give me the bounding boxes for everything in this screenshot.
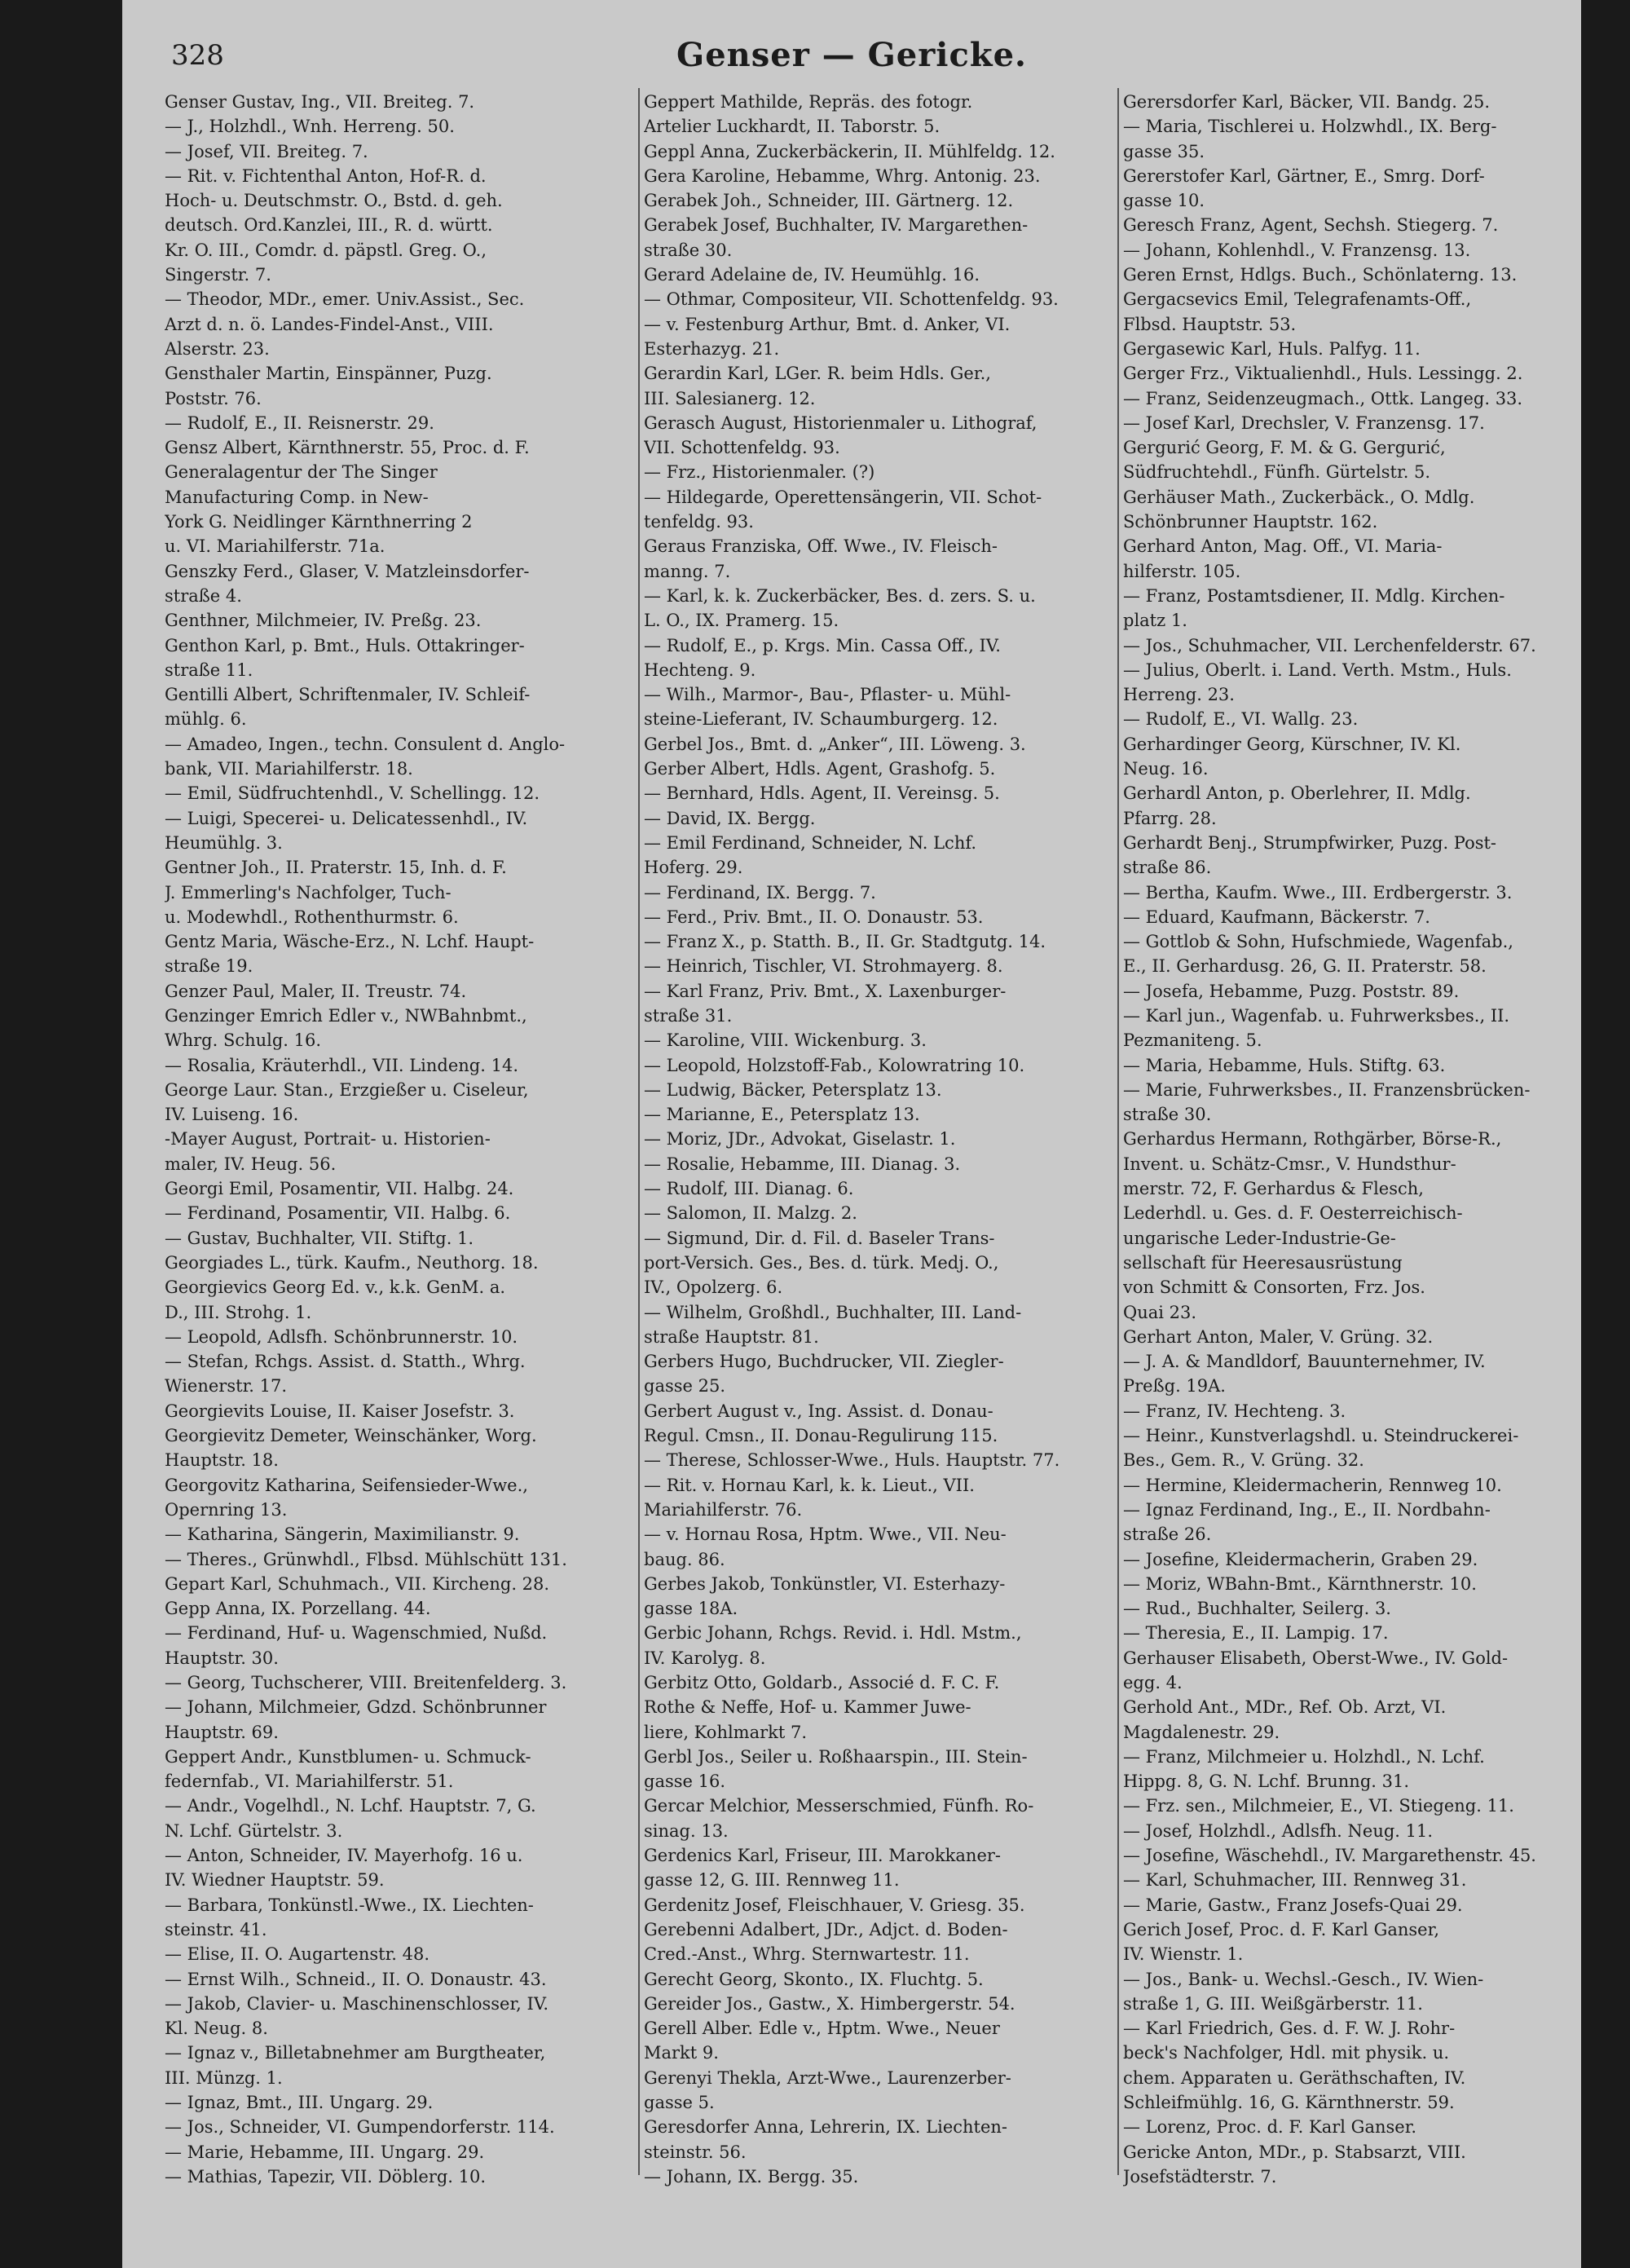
directory-line: — Ferdinand, IX. Bergg. 7. [644,882,876,902]
directory-line: Gerhardus Hermann, Rothgärber, Börse-R., [1123,1129,1502,1149]
directory-line: — Karoline, VIII. Wickenburg. 3. [644,1030,927,1051]
directory-line: — Julius, Oberlt. i. Land. Verth. Mstm., Huls. [1123,660,1512,680]
directory-line: — Andr., Vogelhdl., N. Lchf. Hauptstr. 7, G. [165,1796,536,1816]
directory-line: — Bernhard, Hdls. Agent, II. Vereinsg. 5. [644,783,1000,804]
directory-line: IV., Opolzerg. 6. [644,1277,783,1298]
directory-line: — Maria, Tischlerei u. Holzwhdl., IX. Berg- [1123,117,1497,137]
directory-line: Geraus Franziska, Off. Wwe., IV. Fleisch- [644,536,998,557]
directory-line: — Jakob, Clavier- u. Maschinenschlosser, IV. [165,1993,549,2014]
directory-line: baug. 86. [644,1549,725,1569]
directory-line: — J. A. & Mandldorf, Bauunternehmer, IV. [1123,1352,1486,1372]
directory-line: Quai 23. [1123,1302,1197,1322]
directory-line: Hechteng. 9. [644,660,756,680]
directory-line: Gepp Anna, IX. Porzellang. 44. [165,1599,431,1619]
directory-line: liere, Kohlmarkt 7. [644,1722,808,1742]
directory-line: maler, IV. Heug. 56. [165,1154,337,1174]
directory-line: — Salomon, II. Malzg. 2. [644,1203,857,1224]
directory-line: — Emil Ferdinand, Schneider, N. Lchf. [644,832,977,853]
directory-line: — Karl, k. k. Zuckerbäcker, Bes. d. zers. S. u. [644,585,1036,606]
directory-line: Gericke Anton, MDr., p. Stabsarzt, VIII. [1123,2142,1466,2162]
directory-line: chem. Apparaten u. Geräthschaften, IV. [1123,2067,1466,2088]
directory-line: Genser Gustav, Ing., VII. Breiteg. 7. [165,92,475,112]
directory-line: — Amadeo, Ingen., techn. Consulent d. Anglo- [165,734,566,754]
directory-line: u. Modewhdl., Rothenthurmstr. 6. [165,907,459,927]
directory-line: Gererstofer Karl, Gärtner, E., Smrg. Dorf- [1123,165,1485,186]
directory-line: Gentner Joh., II. Praterstr. 15, Inh. d. F. [165,858,507,878]
directory-line: gasse 10. [1123,191,1205,211]
directory-line: Hauptstr. 30. [165,1648,279,1668]
directory-line: Hauptstr. 69. [165,1722,279,1742]
directory-line: — Hermine, Kleidermacherin, Rennweg 10. [1123,1475,1502,1495]
directory-line: Wienerstr. 17. [165,1376,288,1397]
directory-line: — Ferd., Priv. Bmt., II. O. Donaustr. 53. [644,907,984,927]
directory-line: Esterhazyg. 21. [644,338,780,359]
directory-line: — Rit. v. Fichtenthal Anton, Hof-R. d. [165,165,487,186]
directory-line: Preßg. 19A. [1123,1376,1226,1397]
directory-line: — David, IX. Bergg. [644,808,816,828]
directory-line: sellschaft für Heeresausrüstung [1123,1252,1403,1273]
directory-line: platz 1. [1123,611,1187,631]
directory-line: Gerardin Karl, LGer. R. beim Hdls. Ger., [644,364,991,384]
directory-line: Kr. O. III., Comdr. d. päpstl. Greg. O., [165,240,487,260]
directory-line: Gerbers Hugo, Buchdrucker, VII. Ziegler- [644,1352,1004,1372]
directory-line: straße 86. [1123,858,1212,878]
directory-line: — Theresia, E., II. Lampig. 17. [1123,1623,1389,1644]
directory-line: Artelier Luckhardt, II. Taborstr. 5. [644,117,941,137]
directory-line: straße 30. [644,240,733,260]
directory-line: Heumühlg. 3. [165,832,283,853]
directory-line: straße 19. [165,956,253,977]
directory-line: Gerhauser Elisabeth, Oberst-Wwe., IV. Gold- [1123,1648,1509,1668]
directory-line: Gerich Josef, Proc. d. F. Karl Ganser, [1123,1919,1439,1939]
directory-line: Flbsd. Hauptstr. 53. [1123,314,1297,334]
directory-line: — Rudolf, E., p. Krgs. Min. Cassa Off., IV. [644,635,1001,655]
directory-line: sinag. 13. [644,1820,729,1841]
directory-line: — Franz, Milchmeier u. Holzhdl., N. Lchf. [1123,1746,1485,1767]
directory-line: — Gottlob & Sohn, Hufschmiede, Wagenfab., [1123,932,1513,952]
directory-line: — Ferdinand, Huf- u. Wagenschmied, Nußd. [165,1623,548,1644]
directory-line: Gerbert August v., Ing. Assist. d. Donau- [644,1401,993,1421]
directory-line: — Jos., Schneider, VI. Gumpendorferstr. 114. [165,2117,555,2138]
column-right [1123,90,1547,2252]
directory-line: — Josefa, Hebamme, Puzg. Poststr. 89. [1123,981,1460,1001]
directory-line: Geren Ernst, Hdlgs. Buch., Schönlaterng. 13. [1123,265,1518,285]
directory-line: — Josefine, Wäschehdl., IV. Margarethenstr. 45. [1123,1846,1536,1866]
directory-line: — Ignaz Ferdinand, Ing., E., II. Nordbahn- [1123,1499,1491,1520]
directory-line: Pfarrg. 28. [1123,808,1217,828]
directory-line: Gergacsevics Emil, Telegrafenamts-Off., [1123,289,1472,310]
directory-line: — Rosalia, Kräuterhdl., VII. Lindeng. 14. [165,1055,518,1075]
directory-line: Gerbitz Otto, Goldarb., Associé d. F. C. F. [644,1673,1000,1692]
directory-line: gasse 5. [644,2093,715,2113]
directory-line: Geppert Mathilde, Repräs. des fotogr. [644,92,973,112]
directory-line: — v. Festenburg Arthur, Bmt. d. Anker, VI. [644,314,1011,334]
directory-line: — Jos., Bank- u. Wechsl.-Gesch., IV. Wien- [1123,1969,1484,1989]
directory-line: Hoch- u. Deutschmstr. O., Bstd. d. geh. [165,191,503,211]
directory-line: — Leopold, Holzstoff-Fab., Kolowratring 10. [644,1055,1025,1075]
directory-line: D., III. Strohg. 1. [165,1302,312,1322]
directory-line: — Mathias, Tapezir, VII. Döblerg. 10. [165,2166,487,2186]
directory-line: — Rosalie, Hebamme, III. Dianag. 3. [644,1154,961,1174]
directory-line: — Theres., Grünwhdl., Flbsd. Mühlschütt 131. [165,1549,567,1569]
directory-line: Hoferg. 29. [644,858,743,878]
directory-line: Gergasewic Karl, Huls. Palfyg. 11. [1123,338,1421,359]
running-head: Genser — Gericke. [676,36,1027,74]
directory-line: Georgovitz Katharina, Seifensieder-Wwe., [165,1475,528,1495]
directory-line: — Franz X., p. Statth. B., II. Gr. Stadtgutg. 14. [644,932,1046,952]
directory-line: Gentz Maria, Wäsche-Erz., N. Lchf. Haupt- [165,932,535,952]
directory-line: -Mayer August, Portrait- u. Historien- [165,1129,491,1149]
directory-line: Geppert Andr., Kunstblumen- u. Schmuck- [165,1746,531,1767]
directory-line: Georgievits Louise, II. Kaiser Josefstr. 3. [165,1401,515,1421]
directory-line: Kl. Neug. 8. [165,2019,268,2039]
directory-line: — Leopold, Adlsfh. Schönbrunnerstr. 10. [165,1326,518,1347]
directory-line: gasse 18A. [644,1599,738,1619]
directory-line: Gerbl Jos., Seiler u. Roßhaarspin., III. Stein- [644,1746,1028,1767]
directory-line: — Karl jun., Wagenfab. u. Fuhrwerksbes., II. [1123,1005,1510,1026]
directory-line: III. Salesianerg. 12. [644,388,816,408]
directory-line: — v. Hornau Rosa, Hptm. Wwe., VII. Neu- [644,1525,1007,1545]
directory-line: — Lorenz, Proc. d. F. Karl Ganser. [1123,2117,1417,2138]
directory-line: — Marianne, E., Petersplatz 13. [644,1105,920,1125]
directory-line: E., II. Gerhardusg. 26, G. II. Praterstr. 58. [1123,956,1487,977]
directory-line: Schleifmühlg. 16, G. Kärnthnerstr. 59. [1123,2093,1455,2113]
directory-line: — Ignaz v., Billetabnehmer am Burgtheater, [165,2043,546,2063]
directory-line: — Rudolf, E., II. Reisnerstr. 29. [165,413,434,433]
directory-line: bank, VII. Mariahilferstr. 18. [165,759,413,779]
directory-line: Gerabek Joh., Schneider, III. Gärtnerg. 12. [644,191,1014,211]
directory-line: Gerbes Jakob, Tonkünstler, VI. Esterhazy- [644,1573,1006,1594]
directory-line: straße 11. [165,660,253,680]
directory-line: Georgievitz Demeter, Weinschänker, Worg. [165,1426,537,1446]
directory-line: — Sigmund, Dir. d. Fil. d. Baseler Trans- [644,1228,995,1248]
directory-line: — Luigi, Specerei- u. Delicatessenhdl., IV. [165,808,528,828]
directory-line: — J., Holzhdl., Wnh. Herreng. 50. [165,117,455,137]
directory-line: Gerhold Ant., MDr., Ref. Ob. Arzt, VI. [1123,1697,1447,1718]
directory-line: Gergurić Georg, F. M. & G. Gergurić, [1123,438,1446,458]
directory-line: — Bertha, Kaufm. Wwe., III. Erdbergerstr. 3. [1123,882,1513,902]
directory-line: Gensthaler Martin, Einspänner, Puzg. [165,364,492,384]
directory-line: Südfruchtehdl., Fünfh. Gürtelstr. 5. [1123,462,1431,483]
column-rule [1117,88,1119,2175]
directory-line: Gerhard Anton, Mag. Off., VI. Maria- [1123,536,1443,557]
directory-line: straße Hauptstr. 81. [644,1326,819,1347]
column-middle [644,90,1112,2252]
directory-line: Georgiades L., türk. Kaufm., Neuthorg. 18. [165,1252,539,1273]
directory-line: Genzinger Emrich Edler v., NWBahnbmt., [165,1005,527,1026]
directory-line: Gerhardl Anton, p. Oberlehrer, II. Mdlg. [1123,783,1471,804]
directory-line: Gentilli Albert, Schriftenmaler, IV. Schleif- [165,685,531,705]
directory-line: Hauptstr. 18. [165,1450,279,1471]
directory-line: — Rudolf, E., VI. Wallg. 23. [1123,709,1359,730]
directory-line: Gerebenni Adalbert, JDr., Adjct. d. Boden- [644,1919,1008,1939]
directory-line: — Karl Friedrich, Ges. d. F. W. J. Rohr- [1123,2019,1456,2039]
directory-line: Genzer Paul, Maler, II. Treustr. 74. [165,981,467,1001]
directory-line: Alserstr. 23. [165,338,270,359]
directory-line: — Katharina, Sängerin, Maximilianstr. 9. [165,1525,520,1545]
directory-line: — Johann, Milchmeier, Gdzd. Schönbrunner [165,1697,547,1718]
directory-line: Gerard Adelaine de, IV. Heumühlg. 16. [644,265,980,285]
directory-line: — Heinr., Kunstverlagshdl. u. Steindruckerei- [1123,1426,1519,1446]
page-number: 328 [171,39,224,72]
directory-line: Gerhardt Benj., Strumpfwirker, Puzg. Post- [1123,832,1497,853]
directory-line: — Stefan, Rchgs. Assist. d. Statth., Whrg. [165,1352,526,1372]
directory-line: — Marie, Gastw., Franz Josefs-Quai 29. [1123,1895,1463,1915]
directory-line: — Wilh., Marmor-, Bau-, Pflaster- u. Mühl- [644,685,1011,705]
directory-line: — Rud., Buchhalter, Seilerg. 3. [1123,1599,1391,1619]
directory-line: Gerger Frz., Viktualienhdl., Huls. Lessingg. 2. [1123,364,1523,384]
directory-line: VII. Schottenfeldg. 93. [644,438,840,458]
directory-line: Invent. u. Schätz-Cmsr., V. Hundsthur- [1123,1154,1456,1174]
directory-line: Gerber Albert, Hdls. Agent, Grashofg. 5. [644,759,996,779]
directory-line: Neug. 16. [1123,759,1209,779]
directory-line: Cred.-Anst., Whrg. Sternwartestr. 11. [644,1944,970,1965]
directory-line: beck's Nachfolger, Hdl. mit physik. u. [1123,2043,1450,2063]
directory-line: straße 30. [1123,1105,1212,1125]
directory-line: merstr. 72, F. Gerhardus & Flesch, [1123,1179,1424,1199]
directory-line: — Maria, Hebamme, Huls. Stiftg. 63. [1123,1055,1446,1075]
directory-line: Gerenyi Thekla, Arzt-Wwe., Laurenzerber- [644,2067,1011,2088]
directory-line: — Moriz, JDr., Advokat, Giselastr. 1. [644,1129,956,1149]
directory-line: Arzt d. n. ö. Landes-Findel-Anst., VIII. [165,314,494,334]
directory-line: — Eduard, Kaufmann, Bäckerstr. 7. [1123,907,1430,927]
directory-line: steinstr. 56. [644,2142,747,2162]
directory-line: Gerdenitz Josef, Fleischhauer, V. Griesg. 35. [644,1895,1025,1915]
directory-line: — Johann, IX. Bergg. 35. [644,2166,859,2186]
directory-line: — Marie, Fuhrwerksbes., II. Franzensbrücken- [1123,1079,1531,1100]
directory-line: IV. Karolyg. 8. [644,1648,766,1668]
directory-line: mühlg. 6. [165,709,247,730]
directory-line: steine-Lieferant, IV. Schaumburgerg. 12. [644,709,998,730]
directory-line: — Franz, IV. Hechteng. 3. [1123,1401,1346,1421]
directory-line: u. VI. Mariahilferstr. 71a. [165,536,385,557]
directory-line: federnfab., VI. Mariahilferstr. 51. [165,1772,454,1792]
directory-line: Hippg. 8, G. N. Lchf. Brunng. 31. [1123,1772,1410,1792]
directory-line: — Barbara, Tonkünstl.-Wwe., IX. Liechten- [165,1895,534,1915]
directory-line: Mariahilferstr. 76. [644,1499,803,1520]
directory-line: — Ludwig, Bäcker, Petersplatz 13. [644,1079,942,1100]
directory-line: George Laur. Stan., Erzgießer u. Ciseleur, [165,1079,529,1100]
directory-line: steinstr. 41. [165,1919,267,1939]
directory-line: IV. Wiedner Hauptstr. 59. [165,1870,385,1891]
directory-line: Gerhardinger Georg, Kürschner, IV. Kl. [1123,734,1461,754]
directory-line: Georgievics Georg Ed. v., k.k. GenM. a. [165,1277,506,1298]
directory-line: — Othmar, Compositeur, VII. Schottenfeldg. 93. [644,289,1059,310]
directory-line: Gerasch August, Historienmaler u. Lithograf, [644,413,1037,433]
directory-line: Gerell Alber. Edle v., Hptm. Wwe., Neuer [644,2019,1000,2039]
directory-line: Gerbel Jos., Bmt. d. „Anker“, III. Löweng. 3. [644,734,1026,754]
directory-line: — Marie, Hebamme, III. Ungarg. 29. [165,2142,485,2162]
directory-line: egg. 4. [1123,1673,1183,1692]
directory-line: Herreng. 23. [1123,685,1235,705]
directory-line: Generalagentur der The Singer [165,462,438,483]
directory-line: straße 26. [1123,1525,1212,1545]
directory-line: Gensz Albert, Kärnthnerstr. 55, Proc. d. F. [165,438,530,458]
directory-line: — Therese, Schlosser-Wwe., Huls. Hauptstr. 77. [644,1450,1060,1471]
directory-line: — Elise, II. O. Augartenstr. 48. [165,1944,430,1965]
directory-line: tenfeldg. 93. [644,512,754,532]
directory-line: manng. 7. [644,561,731,581]
directory-line: — Franz, Postamtsdiener, II. Mdlg. Kirchen- [1123,585,1505,606]
directory-line: York G. Neidlinger Kärnthnerring 2 [165,512,473,532]
directory-line: — Jos., Schuhmacher, VII. Lerchenfelderstr. 67. [1123,635,1536,655]
directory-line: Whrg. Schulg. 16. [165,1030,322,1051]
directory-line: Georgi Emil, Posamentir, VII. Halbg. 24. [165,1179,514,1199]
directory-line: — Frz. sen., Milchmeier, E., VI. Stiegeng. 11. [1123,1796,1514,1816]
directory-line: Genszky Ferd., Glaser, V. Matzleinsdorfer- [165,561,530,581]
directory-line: N. Lchf. Gürtelstr. 3. [165,1820,343,1841]
directory-line: J. Emmerling's Nachfolger, Tuch- [165,882,452,902]
directory-line: — Georg, Tuchscherer, VIII. Breitenfelderg. 3. [165,1673,567,1692]
directory-line: gasse 16. [644,1772,726,1792]
directory-line: — Rudolf, III. Dianag. 6. [644,1179,854,1199]
directory-line: — Emil, Südfruchtenhdl., V. Schellingg. 12. [165,783,540,804]
directory-line: III. Münzg. 1. [165,2067,283,2088]
directory-line: Singerstr. 7. [165,265,271,285]
directory-line: Opernring 13. [165,1499,288,1520]
column-left [165,90,633,2252]
directory-line: Geresch Franz, Agent, Sechsh. Stiegerg. 7. [1123,215,1499,236]
directory-line: Bes., Gem. R., V. Grüng. 32. [1123,1450,1364,1471]
directory-line: — Gustav, Buchhalter, VII. Stiftg. 1. [165,1228,474,1248]
directory-line: — Moriz, WBahn-Bmt., Kärnthnerstr. 10. [1123,1573,1477,1594]
directory-line: Schönbrunner Hauptstr. 162. [1123,512,1378,532]
directory-line: Gerabek Josef, Buchhalter, IV. Margarethen- [644,215,1029,236]
directory-line: — Ignaz, Bmt., III. Ungarg. 29. [165,2093,434,2113]
directory-line: Magdalenestr. 29. [1123,1722,1280,1742]
directory-line: Poststr. 76. [165,388,262,408]
directory-line: L. O., IX. Pramerg. 15. [644,611,839,631]
directory-line: — Franz, Seidenzeugmach., Ottk. Langeg. 33. [1123,388,1523,408]
directory-line: Gerhäuser Math., Zuckerbäck., O. Mdlg. [1123,487,1475,507]
directory-line: Lederhdl. u. Ges. d. F. Oesterreichisch- [1123,1203,1463,1224]
column-rule [638,88,640,2175]
directory-line: port-Versich. Ges., Bes. d. türk. Medj. O., [644,1252,999,1273]
directory-line: gasse 12, G. III. Rennweg 11. [644,1870,900,1891]
directory-line: — Ferdinand, Posamentir, VII. Halbg. 6. [165,1203,511,1224]
directory-line: Gepart Karl, Schuhmach., VII. Kircheng. 28. [165,1573,550,1594]
directory-line: — Hildegarde, Operettensängerin, VII. Schot- [644,487,1042,507]
directory-line: Gereider Jos., Gastw., X. Himbergerstr. 54. [644,1993,1015,2014]
directory-line: — Ernst Wilh., Schneid., II. O. Donaustr. 43. [165,1969,547,1989]
page-sheet [122,0,1581,2268]
directory-line: Gerdenics Karl, Friseur, III. Marokkaner- [644,1846,1002,1866]
directory-line: deutsch. Ord.Kanzlei, III., R. d. württ. [165,215,493,236]
directory-line: IV. Wienstr. 1. [1123,1944,1244,1965]
directory-line: — Theodor, MDr., emer. Univ.Assist., Sec. [165,289,525,310]
directory-line: IV. Luiseng. 16. [165,1105,299,1125]
directory-line: straße 1, G. III. Weißgärberstr. 11. [1123,1993,1423,2014]
directory-line: — Frz., Historienmaler. (?) [644,462,875,483]
directory-line: — Heinrich, Tischler, VI. Strohmayerg. 8. [644,956,1003,977]
directory-line: Genthner, Milchmeier, IV. Preßg. 23. [165,611,482,631]
directory-line: Gerhart Anton, Maler, V. Grüng. 32. [1123,1326,1434,1347]
directory-line: — Josef, Holzhdl., Adlsfh. Neug. 11. [1123,1820,1434,1841]
directory-line: — Rit. v. Hornau Karl, k. k. Lieut., VII. [644,1475,975,1495]
directory-line: ungarische Leder-Industrie-Ge- [1123,1228,1396,1248]
directory-line: Pezmaniteng. 5. [1123,1030,1262,1051]
directory-line: Regul. Cmsn., II. Donau-Regulirung 115. [644,1426,998,1446]
directory-line: Josefstädterstr. 7. [1123,2166,1277,2186]
directory-line: Markt 9. [644,2043,719,2063]
directory-line: Gerecht Georg, Skonto., IX. Fluchtg. 5. [644,1969,984,1989]
directory-line: Geresdorfer Anna, Lehrerin, IX. Liechten- [644,2117,1008,2138]
directory-line: — Josef Karl, Drechsler, V. Franzensg. 17. [1123,413,1485,433]
directory-line: — Karl Franz, Priv. Bmt., X. Laxenburger- [644,981,1007,1001]
directory-line: — Josefine, Kleidermacherin, Graben 29. [1123,1549,1478,1569]
directory-line: Rothe & Neffe, Hof- u. Kammer Juwe- [644,1697,971,1718]
directory-line: straße 4. [165,585,242,606]
directory-line: Gera Karoline, Hebamme, Whrg. Antonig. 23. [644,165,1041,186]
directory-line: hilferstr. 105. [1123,561,1241,581]
directory-line: Manufacturing Comp. in New- [165,487,429,507]
directory-line: Gerersdorfer Karl, Bäcker, VII. Bandg. 25. [1123,92,1491,112]
directory-line: gasse 25. [644,1376,726,1397]
directory-line: — Anton, Schneider, IV. Mayerhofg. 16 u. [165,1846,523,1866]
directory-line: — Karl, Schuhmacher, III. Rennweg 31. [1123,1870,1467,1891]
directory-line: straße 31. [644,1005,733,1026]
directory-line: Geppl Anna, Zuckerbäckerin, II. Mühlfeldg. 12. [644,141,1055,161]
directory-line: — Josef, VII. Breiteg. 7. [165,141,368,161]
directory-line: — Johann, Kohlenhdl., V. Franzensg. 13. [1123,240,1471,260]
directory-line: gasse 35. [1123,141,1205,161]
directory-line: Genthon Karl, p. Bmt., Huls. Ottakringer- [165,635,525,655]
directory-line: — Wilhelm, Großhdl., Buchhalter, III. Land- [644,1302,1022,1322]
directory-line: Gerbic Johann, Rchgs. Revid. i. Hdl. Mstm., [644,1623,1022,1644]
directory-line: von Schmitt & Consorten, Frz. Jos. [1123,1277,1425,1298]
directory-line: Gercar Melchior, Messerschmied, Fünfh. Ro- [644,1796,1034,1816]
